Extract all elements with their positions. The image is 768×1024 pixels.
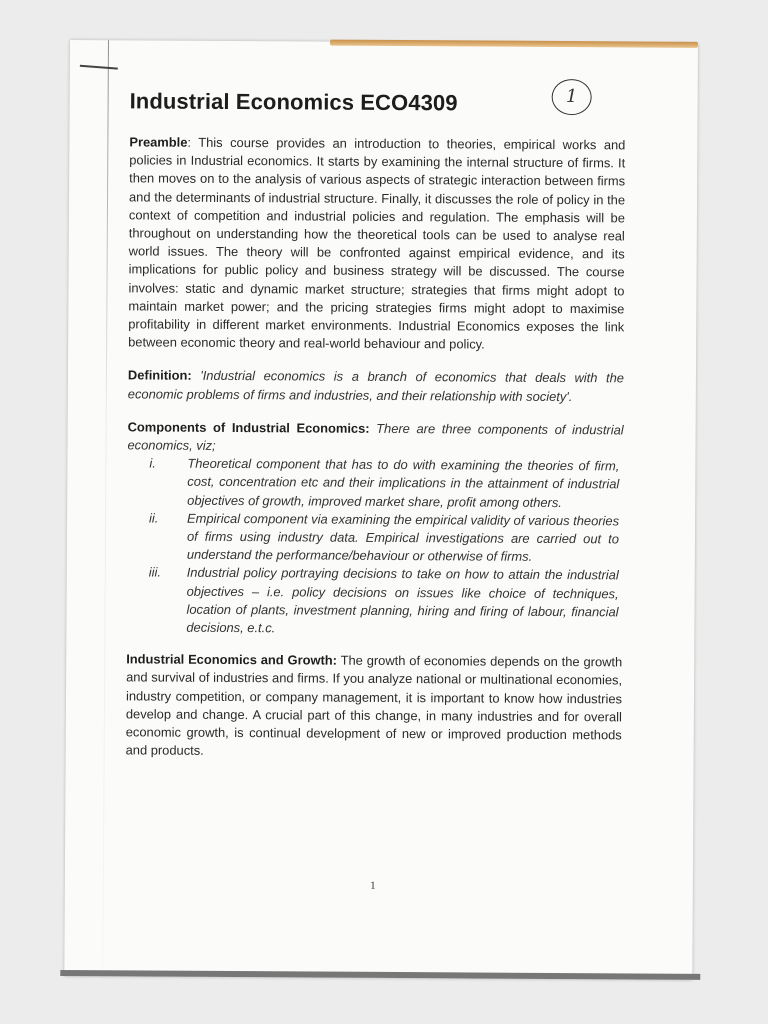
list-item-text: Theoretical component that has to do with examining the theories of firm, cost, concentration etc and their implications in the attainment of industrial objectives of growth, improved market share, profit among others. <box>187 455 620 510</box>
preamble-label: Preamble <box>129 134 188 150</box>
components-label: Components of Industrial Economics: <box>127 419 370 436</box>
document-title: Industrial Economics ECO4309 <box>129 88 458 116</box>
list-item-number: i. <box>149 455 156 471</box>
list-item-text: Industrial policy portraying decisions to take on how to attain the industrial objectives – i.e. policy decisions on issues like choice of techniques, location of plants, investment planning, hiring and firing of labour, financial decisions, e.t.c. <box>186 565 619 636</box>
components-intro <box>127 418 623 457</box>
page-number: 1 <box>370 879 376 892</box>
list-item-number: ii. <box>149 510 159 526</box>
list-item <box>126 564 622 640</box>
growth-label: Industrial Economics and Growth: <box>126 651 338 668</box>
handwritten-page-marker: 1 <box>552 79 592 115</box>
document-page <box>64 40 698 980</box>
margin-line <box>102 40 109 976</box>
components-intro-text: There are three components of industrial economics, viz; <box>127 420 624 453</box>
definition-text: 'Industrial economics is a branch of economics that deals with the economic problems of firms and industries, and their relationship with society'. <box>127 368 624 404</box>
paper-bottom-edge <box>60 970 700 980</box>
list-item <box>127 455 623 513</box>
document-content <box>125 86 626 892</box>
preamble-paragraph <box>128 133 625 354</box>
preamble-text: : This course provides an introduction to theories, empirical works and policies in Industrial economics. It starts by examining the internal structure of firms. It then moves on to the analysis of various aspects of strategic interaction between firms and the determinants of industrial structure. Finally, it discusses the role of policy in the context of competition and industrial policies and regulation. The emphasis will be throughout on understanding how the theoretical tools can be used to analyse real world issues. The theory will be confronted against empirical evidence, and its implications for public policy and business strategy will be discussed. The course involves: static and dynamic market structure; strategies that firms might adopt to maintain market power; and the pricing strategies firms might adopt to maximise profitability in different market environments. Industrial Economics exposes the link between economic theory and real-world behaviour and policy. <box>128 134 626 352</box>
growth-paragraph <box>126 651 623 763</box>
growth-text: The growth of economies depends on the growth and survival of industries and firms. If you analyze national or multinational economies, industry competition, or company management, it is important to know how industries develop and change. A crucial part of this change, in many industries and for overall economic growth, is continual development of new or improved production methods and products. <box>125 652 623 759</box>
definition-paragraph <box>128 367 624 406</box>
pen-mark <box>80 65 118 70</box>
list-item-number: iii. <box>148 564 161 581</box>
definition-label: Definition: <box>127 367 192 384</box>
components-list <box>126 455 623 640</box>
list-item-text: Empirical component via examining the empirical validity of various theories of firms using industry data. Empirical investigations are carried out to understand the performance/behaviour or otherwise of firms. <box>186 510 620 565</box>
paper-top-edge <box>330 40 698 48</box>
list-item <box>127 509 623 567</box>
